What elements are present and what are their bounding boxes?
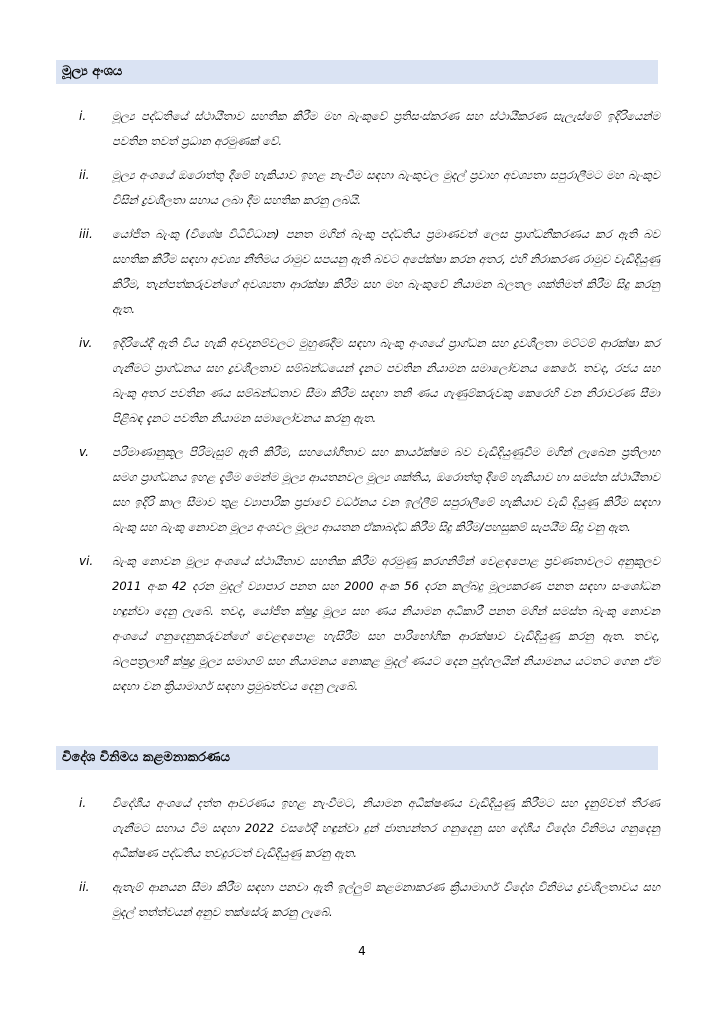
list-item-number: iv. bbox=[79, 336, 93, 350]
section-heading-financial-sector bbox=[56, 60, 658, 84]
financial-sector-list bbox=[56, 104, 660, 708]
list-item bbox=[56, 875, 660, 925]
list-item bbox=[56, 440, 660, 540]
list-item-text: පරිමාණානුකූල පිරිමැසුම් ඇති කිරීම, සහයෝගීතාව සහ කාර්යක්ෂම බව වැඩිදියුණුවීම මගින් ලැබෙන ප්‍රතිලාභ සමග ප්‍රාග්ධනය ඉහළ දැමීම මෙන්ම මූල්‍ය ආයතනවල මූල්‍ය ශක්තිය, ඔරොත්තු දීමේ හැකියාව හා සමස්ත ස්ථායීතාව සහ ඉදිරි කාල සීමාව තුළ ව්‍යාපාරික ප්‍රජාවේ වර්ධනය වන ඉල්ලීම් සපුරාලීමේ හැකියාව වැඩි දියුණු කිරීම සඳහා බැංකු සහ බැංකු නොවන මූල්‍ය අංශවල මූල්‍ය ආයතන ඒකාබද්ධ කිරීම සිදු කිරීම/පහසුකම් සැපයීම සිදු වනු ඇත. bbox=[112, 445, 660, 534]
list-item-number: iii. bbox=[79, 227, 93, 241]
list-item-text: යෝජිත බැංකු (විශේෂ විධිවිධාන) පනත මගින් බැංකු පද්ධතිය ප්‍රමාණවත් ලෙස ප්‍රාග්ධනීකරණය කර ඇති බව සහතික කිරීම සඳහා අවශ්‍ය නීතිමය රාමුව සපයනු ඇති බවට අපේක්ෂා කරන අතර, එහි නිරාකරණ රාමුව වැඩිදියුණු කිරීම, තැන්පත්කරුවන්ගේ අවශ්‍යතා ආරක්ෂා කිරීම සහ මහ බැංකුවේ නියාමන බලතල ශක්තිමත් කිරීම සිදු කරනු ඇත. bbox=[112, 227, 660, 316]
list-item-number: i. bbox=[79, 796, 87, 810]
list-item-text: මූල්‍ය අංශයේ ඔරොත්තු දීමේ හැකියාව ඉහළ නැංවීම සඳහා බැංකුවල මුදල් ප්‍රවාහ අවශ්‍යතා සපුරාලීමට මහ බැංකුව විසින් ද්‍රවශීලතා සහාය ලබා දීම සහතික කරනු ලබයි. bbox=[112, 168, 660, 207]
section-heading-text: විදේශ විනිමය කළමනාකරණය bbox=[62, 750, 230, 765]
list-item-number: ii. bbox=[79, 168, 90, 182]
page-number: 4 bbox=[358, 944, 366, 958]
foreign-exchange-list bbox=[56, 791, 660, 934]
list-item-number: v. bbox=[79, 445, 89, 459]
list-item-number: i. bbox=[79, 109, 87, 123]
list-item-number: ii. bbox=[79, 880, 90, 894]
section-heading-text: මූල්‍ය අංශය bbox=[62, 64, 123, 79]
section-heading-foreign-exchange bbox=[56, 746, 658, 770]
list-item-number: vi. bbox=[79, 554, 94, 568]
list-item bbox=[56, 104, 660, 154]
list-item bbox=[56, 222, 660, 322]
list-item bbox=[56, 331, 660, 431]
list-item-text: විදේශීය අංශයේ දත්ත ආවරණය ඉහළ නැංවීමට, නියාමන අධීක්ෂණය වැඩිදියුණු කිරීමට සහ දැනුම්වත් තීරණ ගැනීමට සහාය වීම සඳහා 2022 වසරේදී හඳුන්වා දුන් ජාත්‍යන්තර ගනුදෙනු සහ දේශීය විදේශ විනිමය ගනුදෙනු අධීක්ෂණ පද්ධතිය තවදුරටත් වැඩිදියුණු කරනු ඇත. bbox=[112, 796, 660, 860]
list-item bbox=[56, 791, 660, 866]
list-item-text: බැංකු නොවන මූල්‍ය අංශයේ ස්ථායීතාව සහතික කිරීම අරමුණු කරගනිමින් වෙළඳපොළ ප්‍රවණතාවලට අනුකූලව 2011 අංක 42 දරන මුදල් ව්‍යාපාර පනත සහ 2000 අංක 56 දරන කල්බදු මූල්‍යකරණ පනත සඳහා සංශෝධන හඳුන්වා දෙනු ලැබේ. තවද, යෝජිත ක්ෂුද්‍ර මූල්‍ය සහ ණය නියාමන අධිකාරී පනත මගින් සමස්ත බැංකු නොවන අංශයේ ගනුදෙනුකරුවන්ගේ වෙළඳපොළ හැසිරීම සහ පාරිභෝගික ආරක්ෂාව වැඩිදියුණු කරනු ඇත. තවද, බලපත්‍රලාභී ක්ෂුද්‍ර මූල්‍ය සමාගම් සහ නියාමනය නොකළ මුදල් ණයට දෙන පුද්ගලයින් නියාමනය යටතට ගෙන ඒම සඳහා වන ක්‍රියාමාර්ග සඳහා ප්‍රමුඛත්වය දෙනු ලැබේ. bbox=[112, 554, 660, 693]
list-item-text: මූල්‍ය පද්ධතියේ ස්ථායීතාව සහතික කිරීම මහ බැංකුවේ ප්‍රතිසංස්කරණ සහ ස්ථායීකරණ සැලැස්මේ ඉදිරියෙන්ම පවතින තවත් ප්‍රධාන අරමුණක් වේ. bbox=[112, 109, 660, 148]
list-item-text: ඉදිරියේදී ඇති විය හැකි අවදානම්වලට මුහුණදීම සඳහා බැංකු අංශයේ ප්‍රාග්ධන සහ ද්‍රවශීලතා මට්ටම් ආරක්ෂා කර ගැනීමට ප්‍රාග්ධනය සහ ද්‍රවශීලතාව සම්බන්ධයෙන් දැනට පවතින නියාමන සමාලෝචනය කෙරේ. තවද, රජය සහ බැංකු අතර පවතින ණය සම්බන්ධතාව සීමා කිරීම සඳහා තනි ණය ගැණුම්කරුවකු කෙරෙහි වන නිරාවරණ සීමා පිළිබඳ දැනට පවතින නියාමන සමාලෝචනය කරනු ඇත. bbox=[112, 336, 660, 425]
list-item-text: ඇතැම් ආනයන සීමා කිරීම සඳහා පනවා ඇති ඉල්ලුම් කළමනාකරණ ක්‍රියාමාර්ග විදේශ විනිමය ද්‍රවශීලතාවය සහ මුදල් තත්ත්වයන් අනුව තක්සේරු කරනු ලැබේ. bbox=[112, 880, 660, 919]
list-item bbox=[56, 549, 660, 699]
list-item bbox=[56, 163, 660, 213]
